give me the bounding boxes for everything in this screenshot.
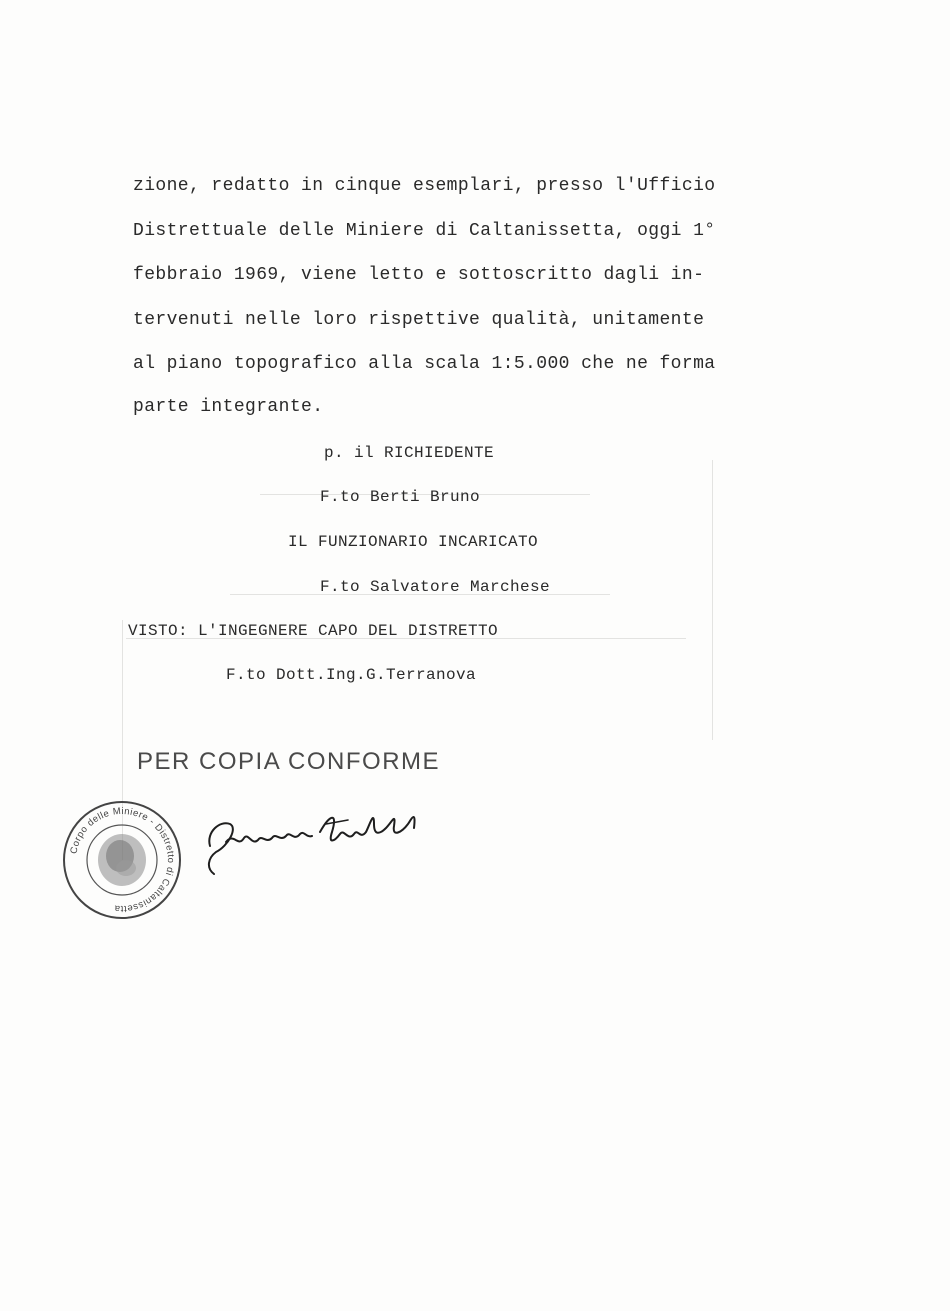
paragraph-line: parte integrante. [133, 397, 324, 417]
scan-artifact [712, 460, 713, 740]
visto-label: VISTO: L'INGEGNERE CAPO DEL DISTRETTO [128, 622, 499, 640]
funzionario-name: F.to Salvatore Marchese [320, 578, 551, 596]
paragraph-line: zione, redatto in cinque esemplari, presso l'Ufficio [133, 176, 716, 196]
paragraph-line: tervenuti nelle loro rispettive qualità, unitamente [133, 310, 705, 330]
paragraph-line: Distrettuale delle Miniere di Caltanissetta, oggi 1° [133, 221, 716, 241]
funzionario-label: IL FUNZIONARIO INCARICATO [288, 533, 539, 551]
handwritten-signature [198, 802, 438, 882]
visto-name: F.to Dott.Ing.G.Terranova [226, 666, 477, 684]
official-seal-icon [60, 798, 184, 922]
svg-text:Corpo delle Miniere - Distrett: Corpo delle Miniere - Distretto di Caltanissetta [68, 805, 177, 915]
richiedente-label: p. il RICHIEDENTE [324, 444, 495, 462]
paragraph-line: al piano topografico alla scala 1:5.000 che ne forma [133, 354, 716, 374]
copy-stamp: PER COPIA CONFORME [137, 748, 441, 775]
richiedente-name: F.to Berti Bruno [320, 488, 481, 506]
paragraph-line: febbraio 1969, viene letto e sottoscritto dagli in- [133, 265, 705, 285]
